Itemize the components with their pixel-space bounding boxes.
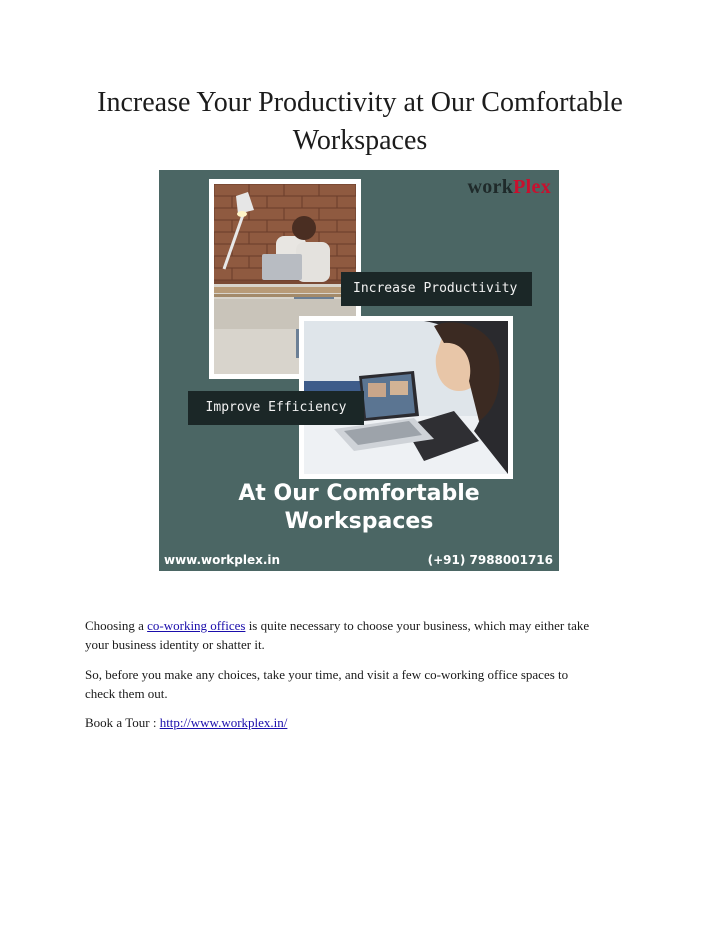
banner-headline-line-1: At Our Comfortable (238, 481, 480, 506)
promo-banner-image (159, 170, 559, 571)
page-title-line-2: Workspaces (292, 125, 428, 156)
workplex-logo (467, 176, 551, 199)
co-working-offices-link[interactable]: co-working offices (147, 618, 246, 633)
logo-text-work: work (467, 176, 514, 198)
paragraph-intro-text-start: Choosing a (85, 618, 148, 633)
logo-text-plex: Plex (513, 176, 551, 198)
workplex-website-link[interactable]: http://www.workplex.in/ (159, 715, 288, 730)
banner-headline-line-2: Workspaces (284, 509, 434, 534)
paragraph-intro-text-end: is quite necessary to choose your business, which may either take (245, 618, 590, 633)
banner-website: www.workplex.in (164, 553, 281, 567)
banner-phone: (+91) 7988001716 (427, 553, 553, 567)
paragraph-advice-line-1: So, before you make any choices, take your time, and visit a few co-working office spaces to (85, 667, 569, 682)
banner-headline (159, 480, 559, 536)
improve-efficiency-tag: Improve Efficiency (188, 391, 364, 425)
page-title (60, 84, 660, 160)
paragraph-intro (85, 616, 645, 654)
paragraph-intro-line-2: your business identity or shatter it. (85, 637, 265, 652)
increase-productivity-tag: Increase Productivity (341, 272, 532, 306)
paragraph-advice-line-2: check them out. (85, 686, 168, 701)
paragraph-advice (85, 665, 645, 703)
page-title-line-1: Increase Your Productivity at Our Comfortable (97, 87, 623, 118)
paragraph-book-tour (85, 713, 645, 732)
book-tour-label: Book a Tour : (85, 715, 160, 730)
